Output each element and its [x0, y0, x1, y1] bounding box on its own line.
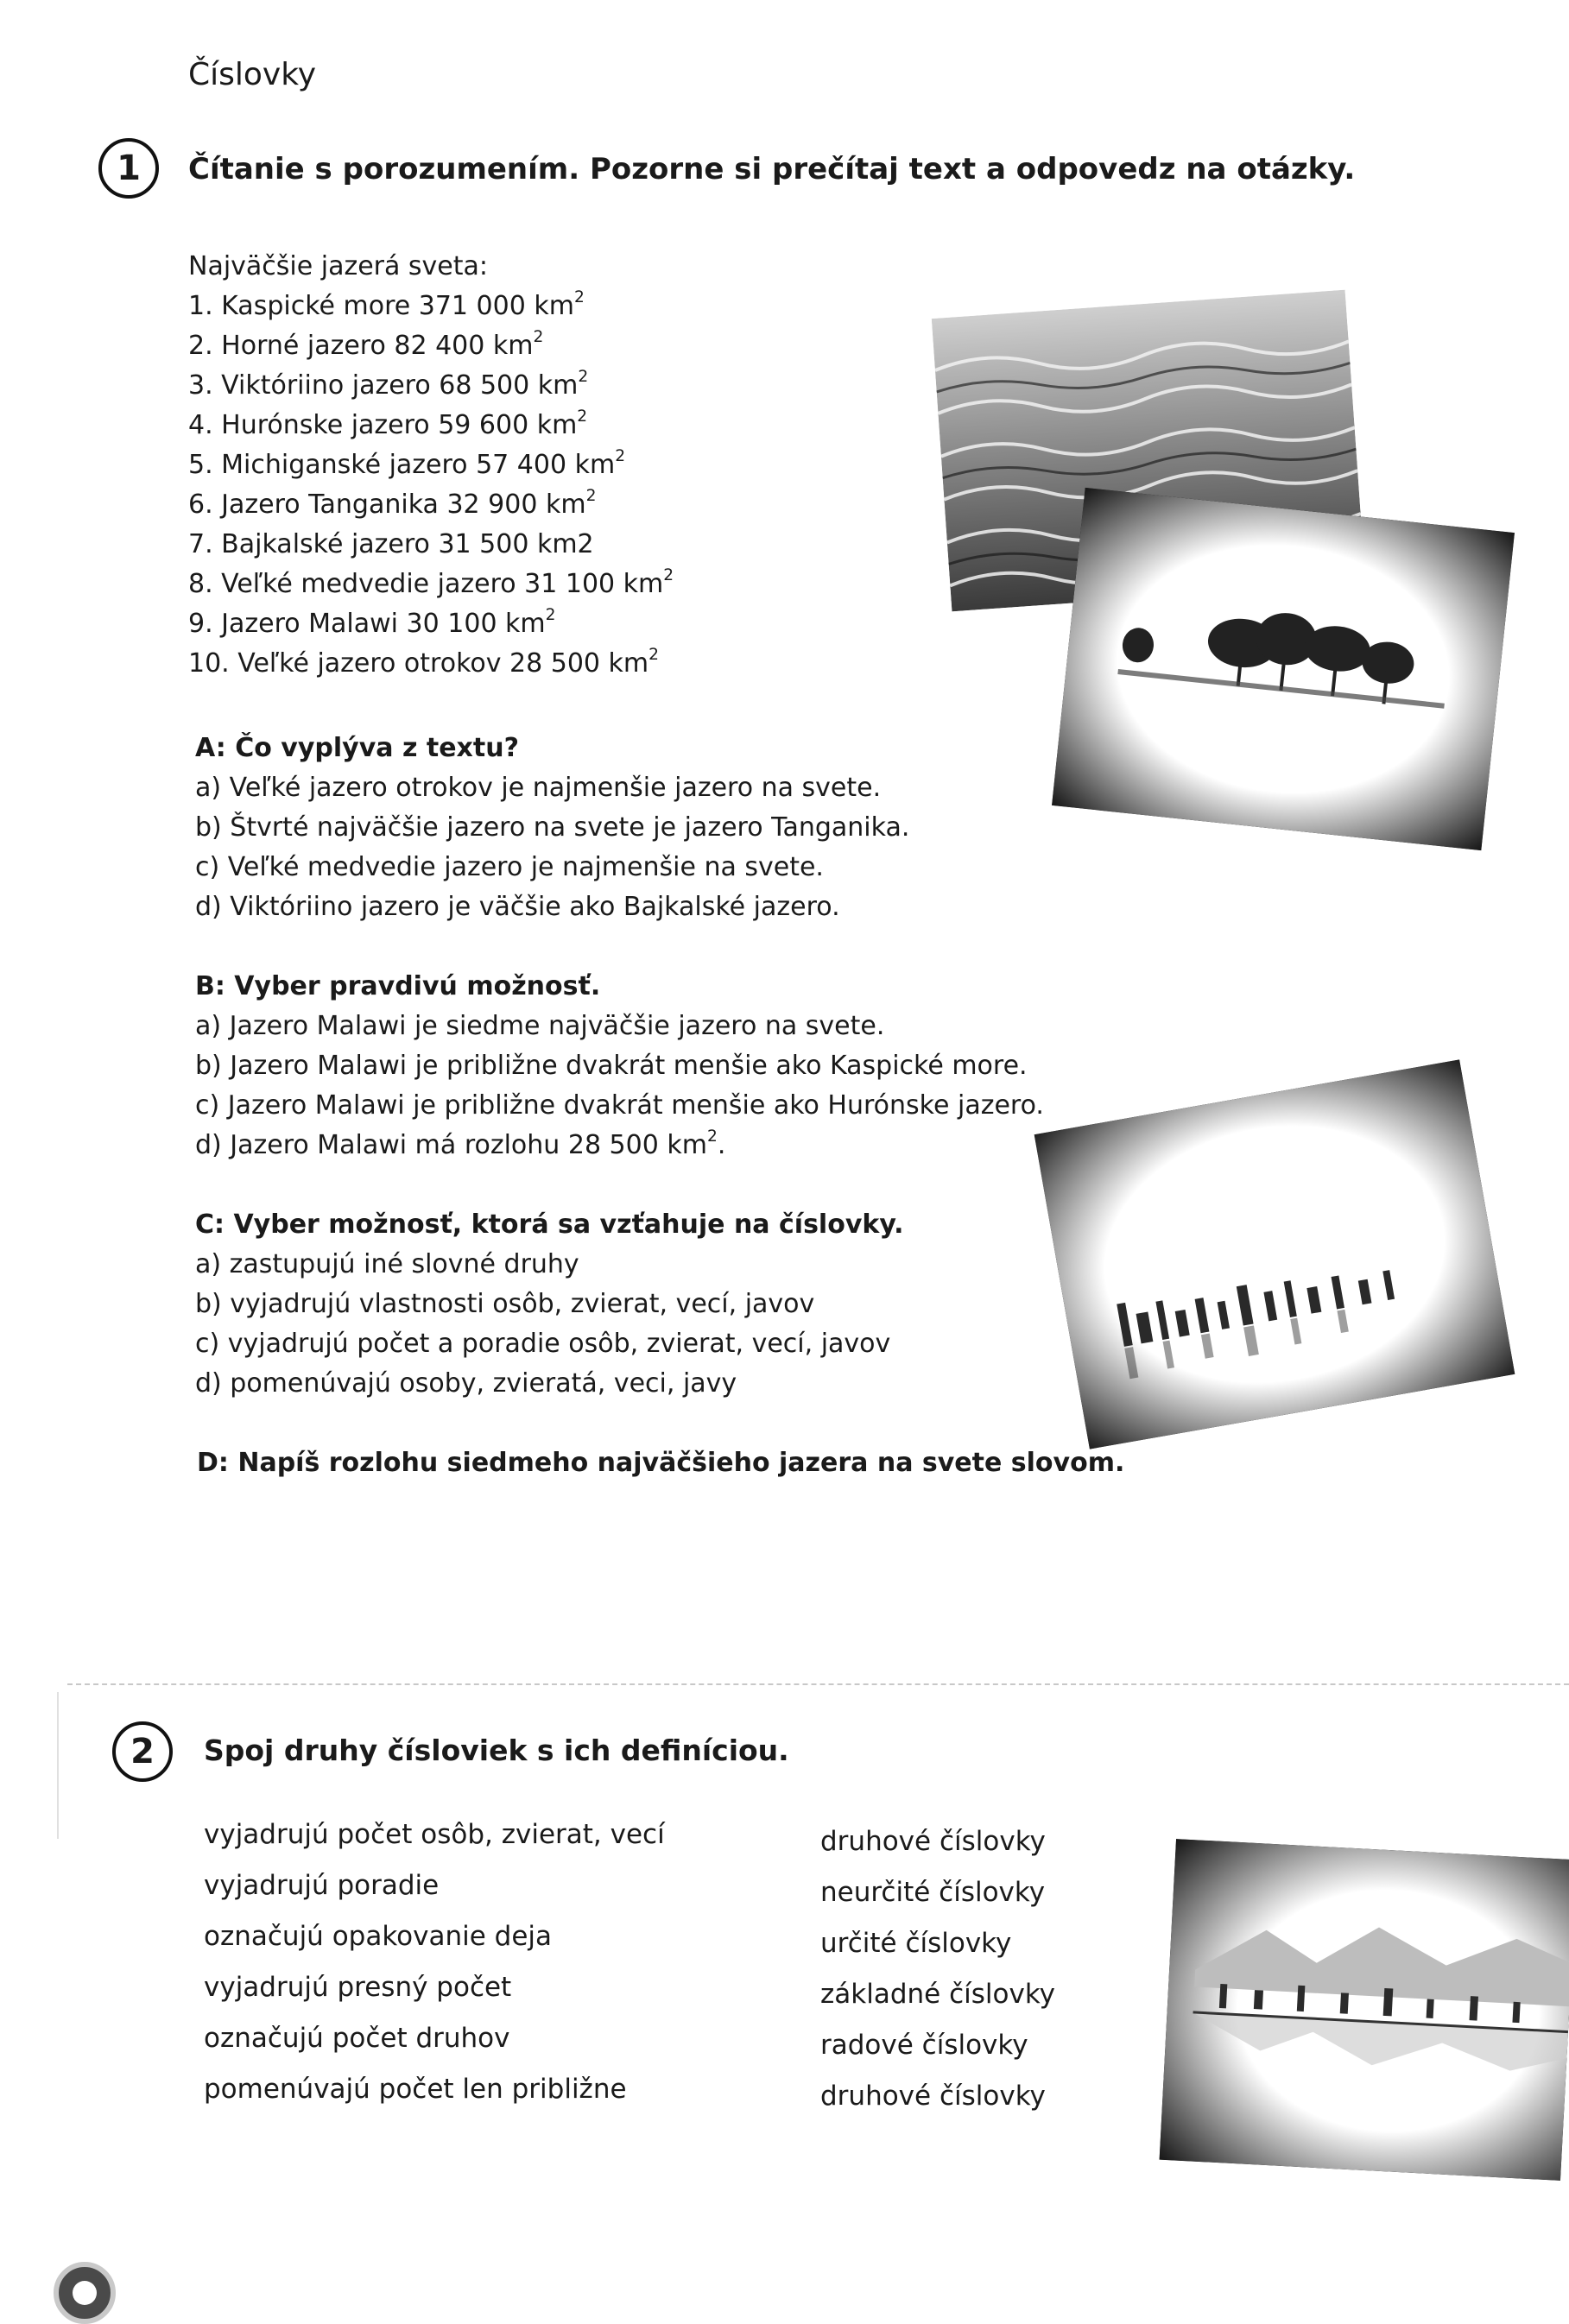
list-item: 9. Jazero Malawi 30 100 $km^2$ [188, 606, 556, 639]
types-column [820, 1816, 1055, 2122]
lake-trees-image [1052, 488, 1515, 850]
task-d-heading: D: Napíš rozlohu siedmeho najväčšieho jazera na svete slovom. [197, 1448, 1125, 1478]
lake-trees-photo [1052, 488, 1515, 850]
type-item[interactable]: určité číslovky [820, 1928, 1012, 1959]
task-b-option: c) Jazero Malawi je približne dvakrát menšie ako Hurónske jazero. [195, 1090, 1044, 1121]
lakes-list [188, 247, 674, 684]
mountain-lake-photo [1160, 1839, 1569, 2181]
task-a-option: c) Veľké medvedie jazero je najmenšie na svete. [195, 852, 824, 882]
definition-item[interactable]: označujú opakovanie deja [204, 1921, 553, 1952]
task-a-option: b) Štvrté najväčšie jazero na svete je jazero Tanganika. [195, 812, 910, 843]
city-lake-image [1034, 1059, 1515, 1449]
task-c-option: a) zastupujú iné slovné druhy [195, 1249, 579, 1279]
task-a-heading: A: Čo vyplýva z textu? [195, 733, 519, 763]
list-item: 7. Bajkalské jazero 31 500 km2 [188, 529, 594, 559]
type-item[interactable]: druhové číslovky [820, 1826, 1046, 1857]
definition-item[interactable]: vyjadrujú presný počet [204, 1972, 512, 2003]
type-item[interactable]: neurčité číslovky [820, 1877, 1046, 1908]
list-item: 1. Kaspické more 371 000 $km^2$ [188, 288, 585, 321]
type-item[interactable]: základné číslovky [820, 1979, 1056, 2010]
task-a-option: d) Viktóriino jazero je väčšie ako Bajkalské jazero. [195, 892, 840, 922]
mountain-lake-image [1160, 1839, 1569, 2181]
task-b [195, 967, 1044, 1165]
task-c-option: c) vyjadrujú počet a poradie osôb, zvierat, vecí, javov [195, 1329, 891, 1359]
list-item: 8. Veľké medvedie jazero 31 100 $km^2$ [188, 566, 674, 599]
list-item: 10. Veľké jazero otrokov 28 500 $km^2$ [188, 646, 659, 679]
task-c [195, 1205, 904, 1404]
type-item[interactable]: druhové číslovky [820, 2081, 1046, 2112]
list-item: 5. Michiganské jazero 57 400 $km^2$ [188, 447, 626, 480]
definition-item[interactable]: vyjadrujú počet osôb, zvierat, vecí [204, 1819, 665, 1850]
list-item: 4. Hurónske jazero 59 600 $km^2$ [188, 407, 588, 440]
task-b-heading: B: Vyber pravdivú možnosť. [195, 971, 601, 1001]
exercise-2-instruction: Spoj druhy čísloviek s ich definíciou. [204, 1734, 789, 1767]
exercise-1-instruction: Čítanie s porozumením. Pozorne si prečítaj text a odpovedz na otázky. [188, 152, 1356, 186]
section-margin-line [57, 1692, 59, 1839]
exercise-2-number-badge: 2 [112, 1721, 173, 1782]
task-b-option: a) Jazero Malawi je siedme najväčšie jazero na svete. [195, 1011, 885, 1041]
task-b-option: d) Jazero Malawi má rozlohu 28 500 $km^2$. [195, 1127, 726, 1160]
definition-item[interactable]: vyjadrujú poradie [204, 1870, 440, 1901]
page-title: Číslovky [188, 57, 317, 92]
task-c-option: d) pomenúvajú osoby, zvieratá, veci, javy [195, 1368, 737, 1399]
list-item: 6. Jazero Tanganika 32 900 $km^2$ [188, 487, 597, 520]
definitions-column [204, 1809, 665, 2115]
section-divider [67, 1683, 1569, 1685]
lakes-list-heading: Najväčšie jazerá sveta: [188, 251, 489, 281]
definition-item[interactable]: pomenúvajú počet len približne [204, 2074, 627, 2105]
task-a [195, 729, 909, 927]
task-a-option: a) Veľké jazero otrokov je najmenšie jazero na svete. [195, 773, 882, 803]
task-c-heading: C: Vyber možnosť, ktorá sa vzťahuje na číslovky. [195, 1209, 904, 1240]
exercise-1-number-badge: 1 [98, 138, 159, 199]
type-item[interactable]: radové číslovky [820, 2030, 1028, 2061]
definition-item[interactable]: označujú počet druhov [204, 2023, 510, 2054]
task-c-option: b) vyjadrujú vlastnosti osôb, zvierat, vecí, javov [195, 1289, 815, 1319]
list-item: 2. Horné jazero 82 400 $km^2$ [188, 328, 544, 361]
task-b-option: b) Jazero Malawi je približne dvakrát menšie ako Kaspické more. [195, 1051, 1028, 1081]
page-corner-badge [54, 2262, 116, 2324]
city-lake-photo [1034, 1059, 1515, 1449]
list-item: 3. Viktóriino jazero 68 500 $km^2$ [188, 368, 589, 401]
